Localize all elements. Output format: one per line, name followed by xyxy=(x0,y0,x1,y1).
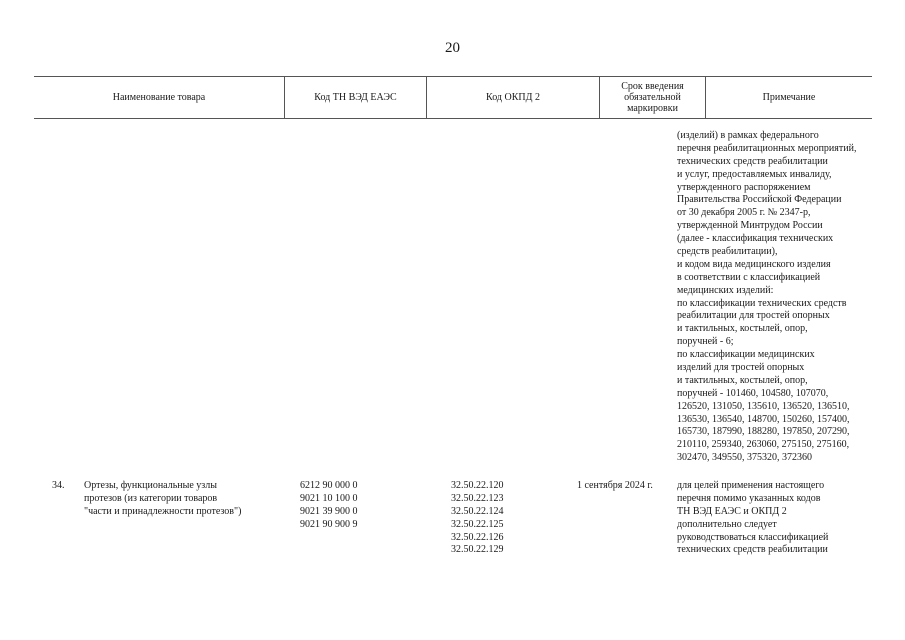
note-line: руководствоваться классификацией xyxy=(677,531,829,543)
note-line: поручней - 6; xyxy=(677,336,734,348)
okpd-code: 32.50.22.124 xyxy=(451,505,504,517)
okpd-code: 32.50.22.123 xyxy=(451,492,504,504)
note-line: и тактильных, костылей, опор, xyxy=(677,374,808,386)
row-number: 34. xyxy=(52,480,65,491)
header-deadline-line: Срок введения xyxy=(621,81,684,92)
header-note: Примечание xyxy=(762,92,816,103)
note-line: дополнительно следует xyxy=(677,518,777,530)
tnved-code: 9021 39 900 0 xyxy=(300,505,358,517)
name-line: протезов (из категории товаров xyxy=(84,492,218,504)
note-line: реабилитации для тростей опорных xyxy=(677,310,830,322)
header-deadline xyxy=(600,77,705,118)
row-deadline-date: 1 сентября 2024 г. xyxy=(577,480,653,491)
note-line: перечня помимо указанных кодов xyxy=(677,492,821,504)
note-line: и кодом вида медицинского изделия xyxy=(677,258,831,270)
note-line: технических средств реабилитации xyxy=(677,544,828,556)
note-line: и услуг, предоставляемых инвалиду, xyxy=(677,168,832,180)
table-header xyxy=(34,76,872,119)
okpd-code: 32.50.22.120 xyxy=(451,480,504,491)
note-line: медицинских изделий: xyxy=(677,284,774,296)
note-line: по классификации технических средств xyxy=(677,297,847,309)
note-line: и тактильных, костылей, опор, xyxy=(677,323,808,335)
header-tnved: Код ТН ВЭД ЕАЭС xyxy=(314,92,397,103)
note-line: от 30 декабря 2005 г. № 2347-р, xyxy=(677,207,811,219)
note-line: средств реабилитации), xyxy=(677,246,778,258)
note-line: утвержденного распоряжением xyxy=(677,181,811,193)
okpd-code: 32.50.22.125 xyxy=(451,518,504,530)
tnved-code: 9021 90 900 9 xyxy=(300,518,358,530)
row-note xyxy=(677,480,828,557)
note-line: по классификации медицинских xyxy=(677,349,815,361)
note-line: перечня реабилитационных мероприятий, xyxy=(677,142,857,154)
note-line: ТН ВЭД ЕАЭС и ОКПД 2 xyxy=(677,505,787,517)
note-line: (далее - классификация технических xyxy=(677,233,834,245)
tnved-code: 9021 10 100 0 xyxy=(300,492,358,504)
note-line: Правительства Российской Федерации xyxy=(677,194,842,206)
note-line: утвержденной Минтрудом России xyxy=(677,220,823,232)
header-deadline-line: обязательной xyxy=(624,92,681,103)
tnved-code: 6212 90 000 0 xyxy=(300,480,358,491)
continued-note xyxy=(677,130,856,465)
page-number: 20 xyxy=(445,40,460,56)
row-product-name xyxy=(84,480,241,519)
okpd-code: 32.50.22.126 xyxy=(451,531,504,543)
note-line: технических средств реабилитации xyxy=(677,155,828,167)
note-line: 136530, 136540, 148700, 150260, 157400, xyxy=(677,413,850,425)
note-line: изделий для тростей опорных xyxy=(677,362,805,374)
header-name: Наименование товара xyxy=(112,92,206,103)
name-line: "части и принадлежности протезов") xyxy=(84,505,242,517)
row-tnved-codes xyxy=(300,480,358,532)
note-line: поручней - 101460, 104580, 107070, xyxy=(677,387,829,399)
header-okpd: Код ОКПД 2 xyxy=(486,92,540,103)
note-line: в соответствии с классификацией xyxy=(677,271,821,283)
note-line: 302470, 349550, 375320, 372360 xyxy=(677,452,812,464)
note-line: 165730, 187990, 188280, 197850, 207290, xyxy=(677,426,850,438)
row-okpd-codes xyxy=(451,480,504,557)
header-deadline-line: маркировки xyxy=(627,103,678,114)
name-line: Ортезы, функциональные узлы xyxy=(84,480,217,491)
note-line: 210110, 259340, 263060, 275150, 275160, xyxy=(677,439,850,451)
note-line: для целей применения настоящего xyxy=(677,480,825,491)
note-line: (изделий) в рамках федерального xyxy=(677,130,819,141)
okpd-code: 32.50.22.129 xyxy=(451,544,504,556)
note-line: 126520, 131050, 135610, 136520, 136510, xyxy=(677,400,850,412)
